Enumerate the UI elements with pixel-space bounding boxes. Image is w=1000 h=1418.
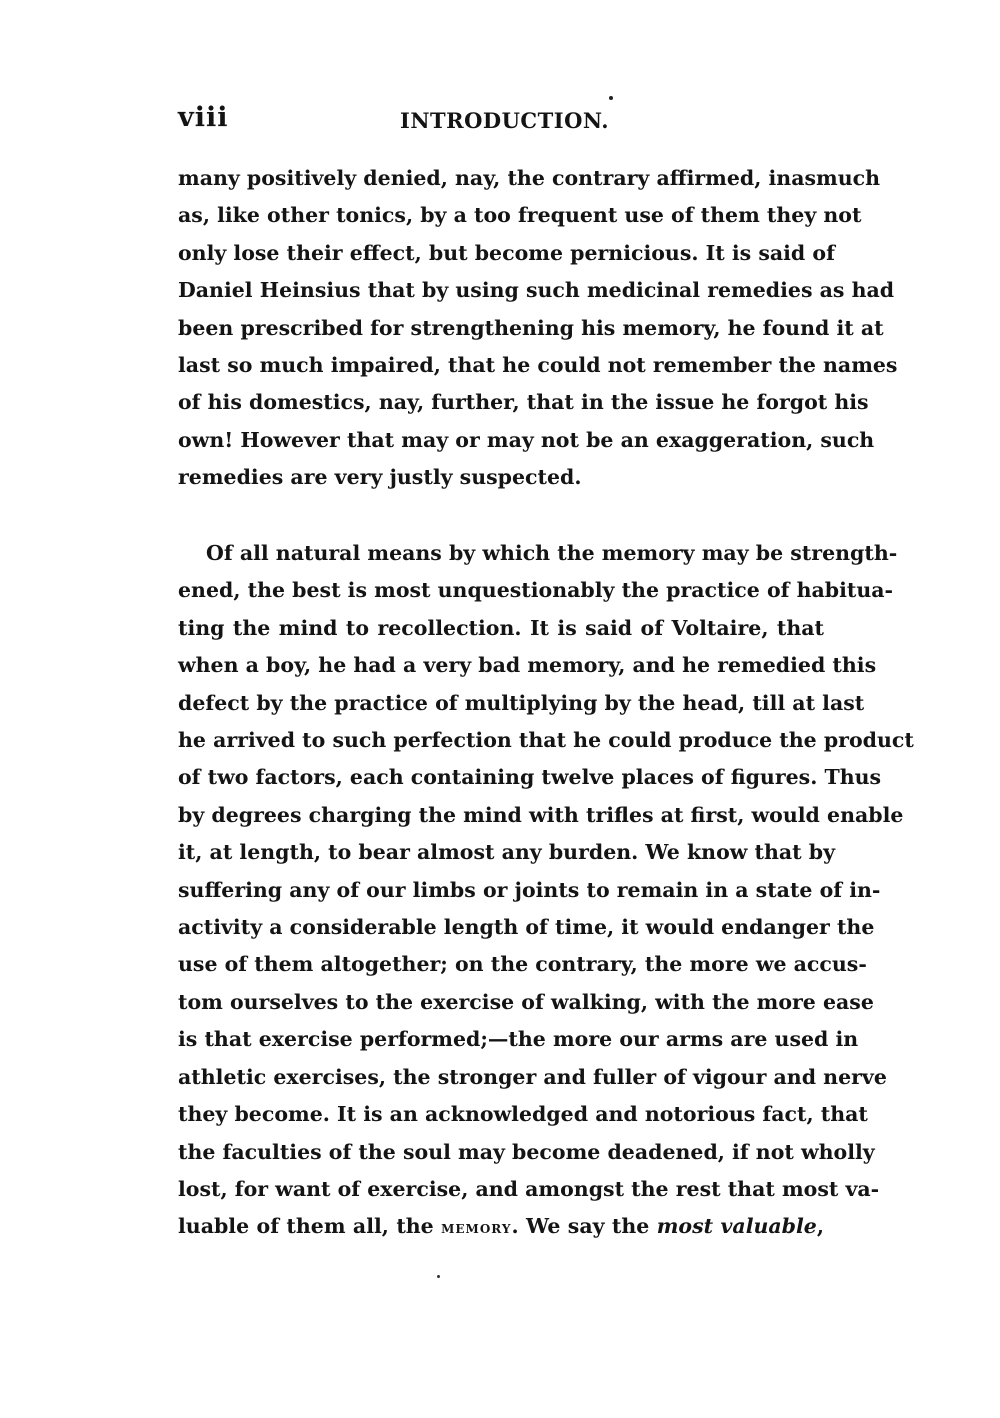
italic-phrase: most valuable [656, 1214, 817, 1239]
text-line: lost, for want of exercise, and amongst the rest that most va- [178, 1176, 880, 1201]
text-line: own! However that may or may not be an exaggeration, such [178, 427, 875, 452]
page-header [178, 102, 828, 142]
text-line: tom ourselves to the exercise of walking, with the more ease [178, 989, 874, 1014]
text-line: last so much impaired, that he could not remember the names [178, 353, 898, 378]
text-line: of his domestics, nay, further, that in the issue he forgot his [178, 390, 869, 415]
text-line: the faculties of the soul may become deadened, if not wholly [178, 1139, 875, 1164]
text-line: Daniel Heinsius that by using such medicinal remedies as had [178, 278, 895, 303]
paragraph-1 [178, 160, 898, 500]
page-number: viii [178, 102, 229, 133]
text-run: , [816, 1214, 824, 1239]
text-line: ting the mind to recollection. It is said of Voltaire, that [178, 615, 824, 640]
smallcaps-term: memory [441, 1218, 512, 1239]
text-line: defect by the practice of multiplying by the head, till at last [178, 690, 865, 715]
header-ink-mark [609, 96, 613, 100]
running-title: INTRODUCTION. [400, 108, 610, 133]
text-run: . We say the [511, 1214, 657, 1239]
text-line: athletic exercises, the stronger and fuller of vigour and nerve [178, 1064, 887, 1089]
text-line: ened, the best is most unquestionably the practice of habitua- [178, 578, 894, 603]
text-line: use of them altogether; on the contrary, the more we accus- [178, 952, 867, 977]
bottom-ink-mark [437, 1275, 440, 1278]
text-line: they become. It is an acknowledged and notorious fact, that [178, 1102, 868, 1127]
text-line: of two factors, each containing twelve places of figures. Thus [178, 765, 882, 790]
text-line: when a boy, he had a very bad memory, and he remedied this [178, 653, 877, 678]
text-line: he arrived to such perfection that he could produce the product [178, 728, 914, 753]
text-line: as, like other tonics, by a too frequent use of them they not [178, 203, 862, 228]
text-line: remedies are very justly suspected. [178, 465, 582, 490]
text-line: activity a considerable length of time, it would endanger the [178, 915, 875, 940]
text-line: many positively denied, nay, the contrary affirmed, inasmuch [178, 166, 880, 190]
text-run: luable of them all, the [178, 1214, 442, 1239]
paragraph-2 [178, 535, 914, 1255]
text-line: by degrees charging the mind with trifles at first, would enable [178, 802, 904, 827]
text-line: only lose their effect, but become pernicious. It is said of [178, 240, 835, 265]
text-line: been prescribed for strengthening his memory, he found it at [178, 315, 884, 340]
text-line: it, at length, to bear almost any burden. We know that by [178, 840, 836, 865]
text-line: suffering any of our limbs or joints to remain in a state of in- [178, 877, 881, 902]
text-line: Of all natural means by which the memory may be strength- [206, 541, 898, 565]
text-line: is that exercise performed;—the more our arms are used in [178, 1027, 859, 1052]
final-text-line [178, 1208, 824, 1247]
